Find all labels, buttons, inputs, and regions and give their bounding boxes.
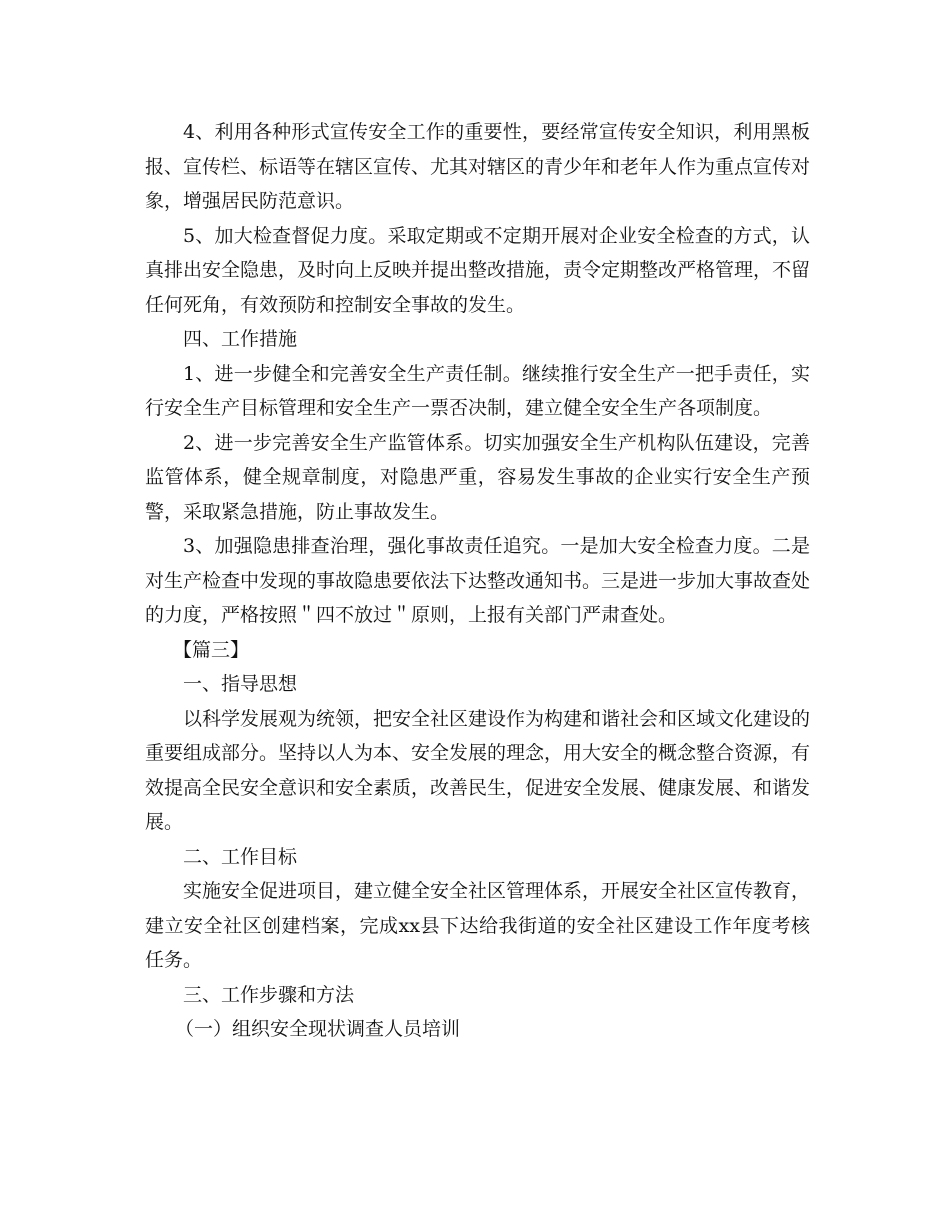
section-heading-work-goals: 二、工作目标	[183, 845, 298, 868]
paragraph-guiding-thought: 以科学发展观为统领，把安全社区建设作为构建和谐社会和区域文化建设的重要组成部分。坚持以人为本、安全发展的理念，用大安全的概念整合资源，有效提高全民安全意识和安全素质，改善民生，促进安全发展、健康发展、和谐发展。	[145, 707, 811, 833]
paragraph-measure-3: 3、加强隐患排查治理，强化事故责任追究。一是加大安全检查力度。二是对生产检查中发现的事故隐患要依法下达整改通知书。三是进一步加大事故查处的力度，严格按照＂四不放过＂原则，上报有关部门严肃查处。	[145, 535, 811, 626]
paragraph-measure-1: 1、进一步健全和完善安全生产责任制。继续推行安全生产一把手责任，实行安全生产目标管理和安全生产一票否决制，建立健全安全生产各项制度。	[145, 362, 810, 419]
section-heading-measures: 四、工作措施	[183, 328, 298, 350]
document-body	[145, 115, 810, 1047]
section-heading-guiding-thought: 一、指导思想	[183, 673, 298, 695]
section-heading-steps-methods: 三、工作步骤和方法	[183, 983, 355, 1006]
paragraph-measure-2: 2、进一步完善安全生产监管体系。切实加强安全生产机构队伍建设，完善监管体系，健全规章制度，对隐患严重，容易发生事故的企业实行安全生产预警，采取紧急措施，防止事故发生。	[145, 431, 810, 523]
paragraph-item-4: 4、利用各种形式宣传安全工作的重要性，要经常宣传安全知识，利用黑板报、宣传栏、标语等在辖区宣传、尤其对辖区的青少年和老年人作为重点宣传对象，增强居民防范意识。	[145, 121, 811, 212]
sub-heading-survey-training: （一）组织安全现状调查人员培训	[175, 1018, 461, 1040]
chapter-heading-part-three: 【篇三】	[173, 638, 250, 661]
paragraph-work-goals: 实施安全促进项目，建立健全安全社区管理体系，开展安全社区宣传教育，建立安全社区创建档案，完成xx县下达给我街道的安全社区建设工作年度考核任务。	[145, 880, 811, 971]
paragraph-item-5: 5、加大检查督促力度。采取定期或不定期开展对企业安全检查的方式，认真排出安全隐患，及时向上反映并提出整改措施，责令定期整改严格管理，不留任何死角，有效预防和控制安全事故的发生。	[145, 224, 811, 316]
